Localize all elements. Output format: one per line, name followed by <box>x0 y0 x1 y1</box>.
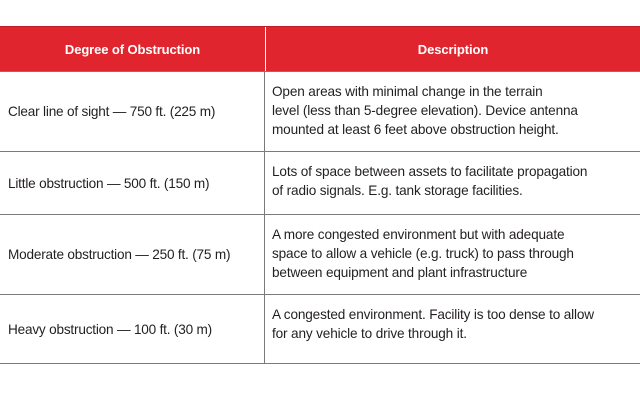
description-cell: A congested environment. Facility is too dense to allow for any vehicle to drive through it. <box>272 307 594 341</box>
degree-cell: Clear line of sight — 750 ft. (225 m) <box>0 72 265 151</box>
degree-cell: Little obstruction — 500 ft. (150 m) <box>0 152 265 214</box>
description-cell: Lots of space between assets to facilitate propagation of radio signals. E.g. tank storage facilities. <box>272 164 588 198</box>
table-row <box>0 214 640 294</box>
table-row <box>0 151 640 214</box>
description-cell: A more congested environment but with adequate space to allow a vehicle (e.g. truck) to pass through between equipment and plant infrastructure <box>272 227 574 280</box>
description-cell: Open areas with minimal change in the terrain level (less than 5-degree elevation). Device antenna mounted at least 6 feet above obstruction height. <box>272 84 578 137</box>
degree-cell: Moderate obstruction — 250 ft. (75 m) <box>0 215 265 294</box>
table-header <box>0 26 640 71</box>
obstruction-table <box>0 26 640 364</box>
degree-cell: Heavy obstruction — 100 ft. (30 m) <box>0 295 265 363</box>
table-row <box>0 71 640 151</box>
header-description: Description <box>417 41 489 57</box>
header-degree-of-obstruction: Degree of Obstruction <box>0 27 266 71</box>
table-row <box>0 294 640 363</box>
